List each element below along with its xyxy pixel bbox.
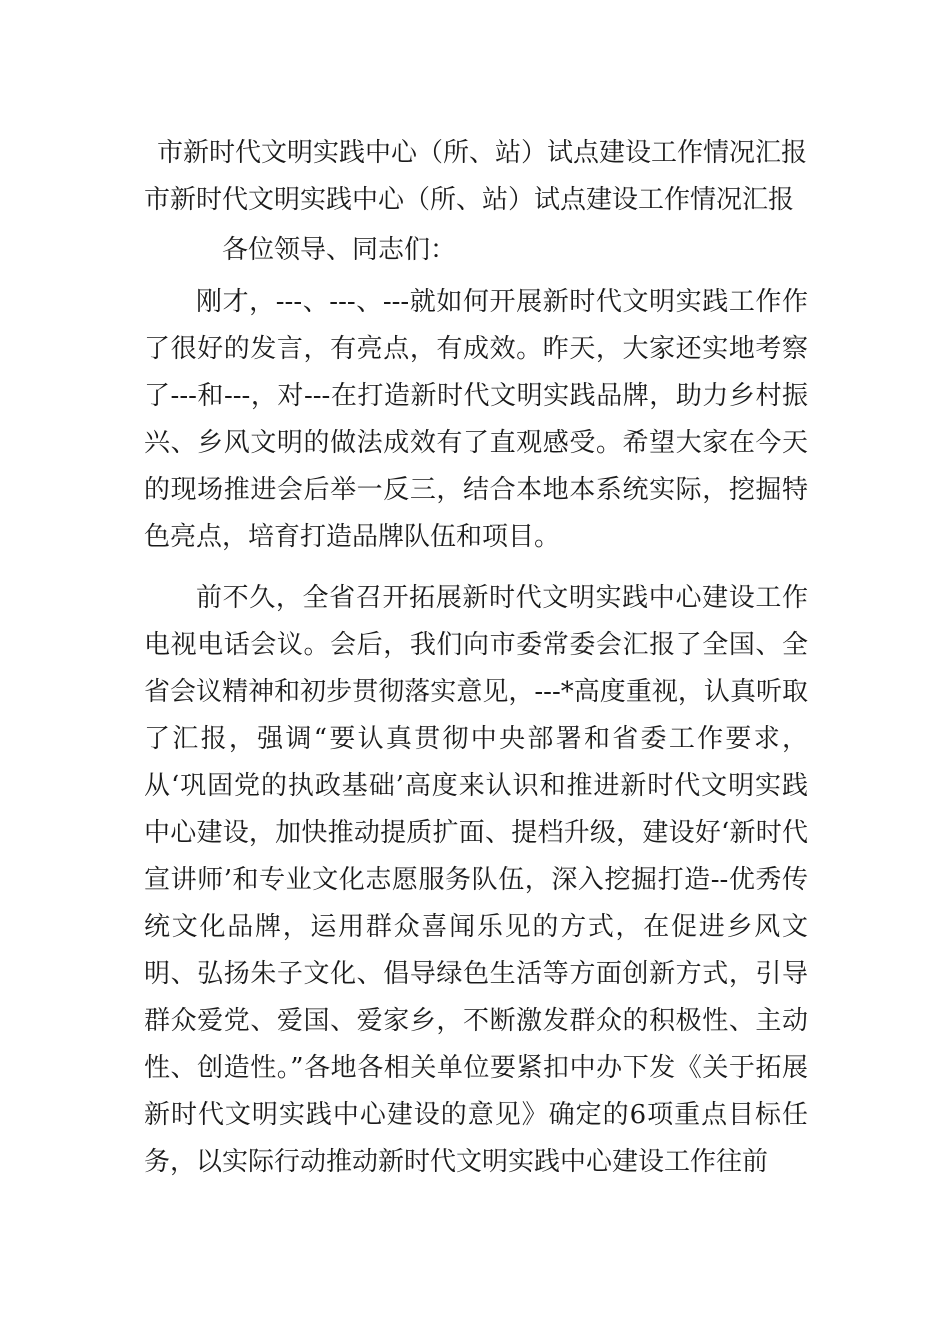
document-title: 市新时代文明实践中心（所、站）试点建设工作情况汇报 <box>157 138 808 168</box>
paragraph-1: 刚才，---、---、---就如何开展新时代文明实践工作作了很好的发言，有亮点，有成效。昨天，大家还实地考察了---和---，对---在打造新时代文明实践品牌，助力乡村振兴、乡风文明的做法成效有了直观感受。希望大家在今天的现场推进会后举一反三，结合本地本系统实际，挖掘特色亮点，培育打造品牌队伍和项目。 <box>144 287 808 552</box>
document-title-repeat: 市新时代文明实践中心（所、站）试点建设工作情况汇报 <box>144 185 795 215</box>
paragraph-2: 前不久，全省召开拓展新时代文明实践中心建设工作电视电话会议。会后，我们向市委常委会汇报了全国、全省会议精神和初步贯彻落实意见，---*高度重视，认真听取了汇报，强调“要认真贯彻中央部署和省委工作要求，从‘巩固党的执政基础’高度来认识和推进新时代文明实践中心建设，加快推动提质扩面、提档升级，建设好‘新时代宣讲师’和专业文化志愿服务队伍，深入挖掘打造--优秀传统文化品牌，运用群众喜闻乐见的方式，在促进乡风文明、弘扬朱子文化、倡导绿色生活等方面创新方式，引导群众爱党、爱国、爱家乡，不断激发群众的积极性、主动性、创造性。”各地各相关单位要紧扣中办下发《关于拓展新时代文明实践中心建设的意见》确定的6项重点目标任务，以实际行动推动新时代文明实践中心建设工作往前 <box>144 583 808 1177</box>
salutation: 各位领导、同志们： <box>222 235 457 265</box>
